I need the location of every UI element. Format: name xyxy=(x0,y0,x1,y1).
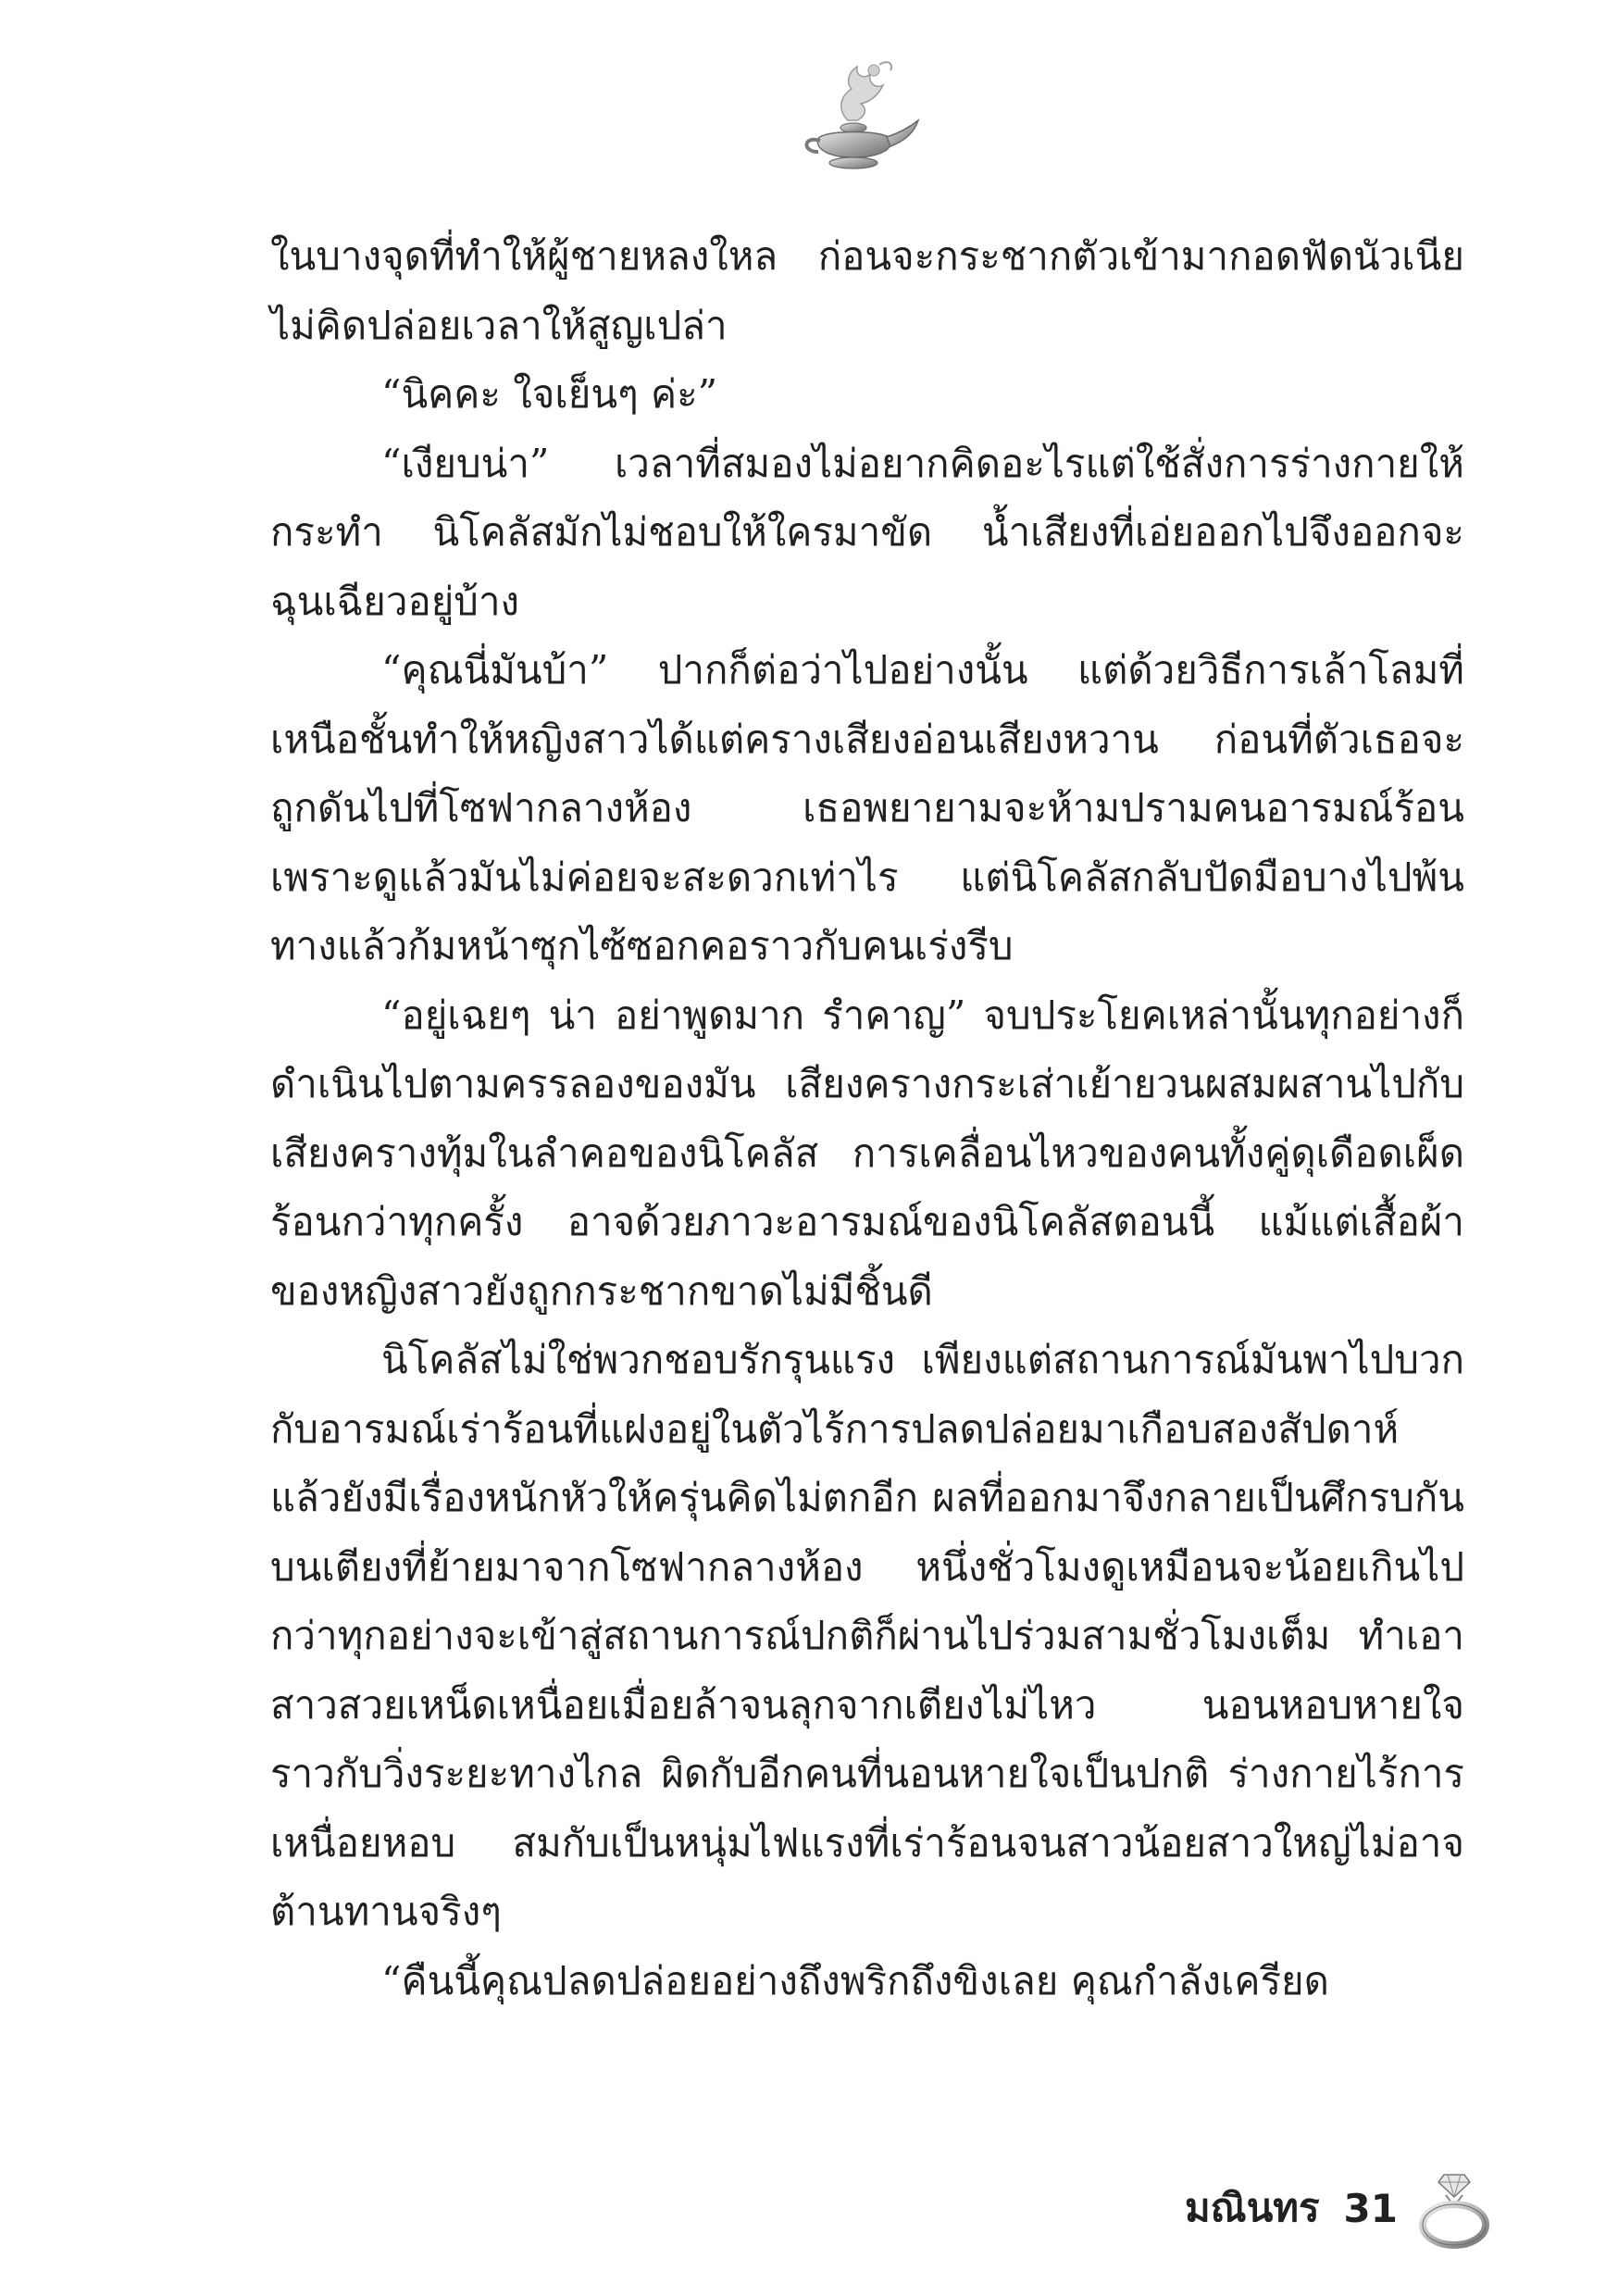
book-title: มณินทร xyxy=(1184,2185,1320,2230)
paragraph-2: “นิคคะ ใจเย็นๆ ค่ะ” xyxy=(381,371,718,417)
paragraph-7: “คืนนี้คุณปลดปล่อยอย่างถึงพริกถึงขิงเลย คุณกำลังเครียด xyxy=(381,1957,1329,2003)
page-footer xyxy=(1185,2166,1490,2250)
paragraph-4: “คุณนี่มันบ้า” ปากก็ต่อว่าไปอย่างนั้น แต่ด้วยวิธีการเล้าโลมที่เหนือชั้นทำให้หญิงสาวได้แต่ครางเสียงอ่อนเสียงหวาน ก่อนที่ตัวเธอจะถูกดันไปที่โซฟากลางห้อง เธอพยายามจะห้ามปรามคนอารมณ์ร้อน เพราะดูแล้วมันไม่ค่อยจะสะดวกเท่าไร แต่นิโคลัสกลับปัดมือบางไปพ้นทางแล้วก้มหน้าซุกไซ้ซอกคอราวกับคนเร่งรีบ xyxy=(270,647,1464,968)
genie-lamp-icon xyxy=(790,56,929,176)
chapter-body xyxy=(270,222,1464,2015)
paragraph-3: “เงียบน่า” เวลาที่สมองไม่อยากคิดอะไรแต่ใช้สั่งการร่างกายให้กระทำ นิโคลัสมักไม่ชอบให้ใครมาขัด น้ำเสียงที่เอ่ยออกไปจึงออกจะฉุนเฉียวอยู่บ้าง xyxy=(270,440,1464,624)
diamond-ring-icon xyxy=(1418,2167,1490,2249)
paragraph-5: “อยู่เฉยๆ น่า อย่าพูดมาก รำคาญ” จบประโยคเหล่านั้นทุกอย่างก็ดำเนินไปตามครรลองของมัน เสียงครางกระเส่าเย้ายวนผสมผสานไปกับเสียงครางทุ้มในลำคอของนิโคลัส การเคลื่อนไหวของคนทั้งคู่ดุเดือดเผ็ดร้อนกว่าทุกครั้ง อาจด้วยภาวะอารมณ์ของนิโคลัสตอนนี้ แม้แต่เสื้อผ้าของหญิงสาวยังถูกกระชากขาดไม่มีชิ้นดี xyxy=(270,992,1464,1314)
page-number: 31 xyxy=(1343,2185,1398,2231)
paragraph-1: ในบางจุดที่ทำให้ผู้ชายหลงใหล ก่อนจะกระชากตัวเข้ามากอดฟัดนัวเนีย ไม่คิดปล่อยเวลาให้สูญเปล่า xyxy=(270,233,1464,348)
paragraph-6: นิโคลัสไม่ใช่พวกชอบรักรุนแรง เพียงแต่สถานการณ์มันพาไปบวกกับอารมณ์เร่าร้อนที่แฝงอยู่ในตัวไร้การปลดปล่อยมาเกือบสองสัปดาห์ แล้วยังมีเรื่องหนักหัวให้ครุ่นคิดไม่ตกอีก ผลที่ออกมาจึงกลายเป็นศึกรบกันบนเตียงที่ย้ายมาจากโซฟากลางห้อง หนึ่งชั่วโมงดูเหมือนจะน้อยเกินไป กว่าทุกอย่างจะเข้าสู่สถานการณ์ปกติก็ผ่านไปร่วมสามชั่วโมงเต็ม ทำเอาสาวสวยเหน็ดเหนื่อยเมื่อยล้าจนลุกจากเตียงไม่ไหว นอนหอบหายใจราวกับวิ่งระยะทางไกล ผิดกับอีกคนที่นอนหายใจเป็นปกติ ร่างกายไร้การเหนื่อยหอบ สมกับเป็นหนุ่มไฟแรงที่เร่าร้อนจนสาวน้อยสาวใหญ่ไม่อาจต้านทานจริงๆ xyxy=(270,1337,1464,1934)
